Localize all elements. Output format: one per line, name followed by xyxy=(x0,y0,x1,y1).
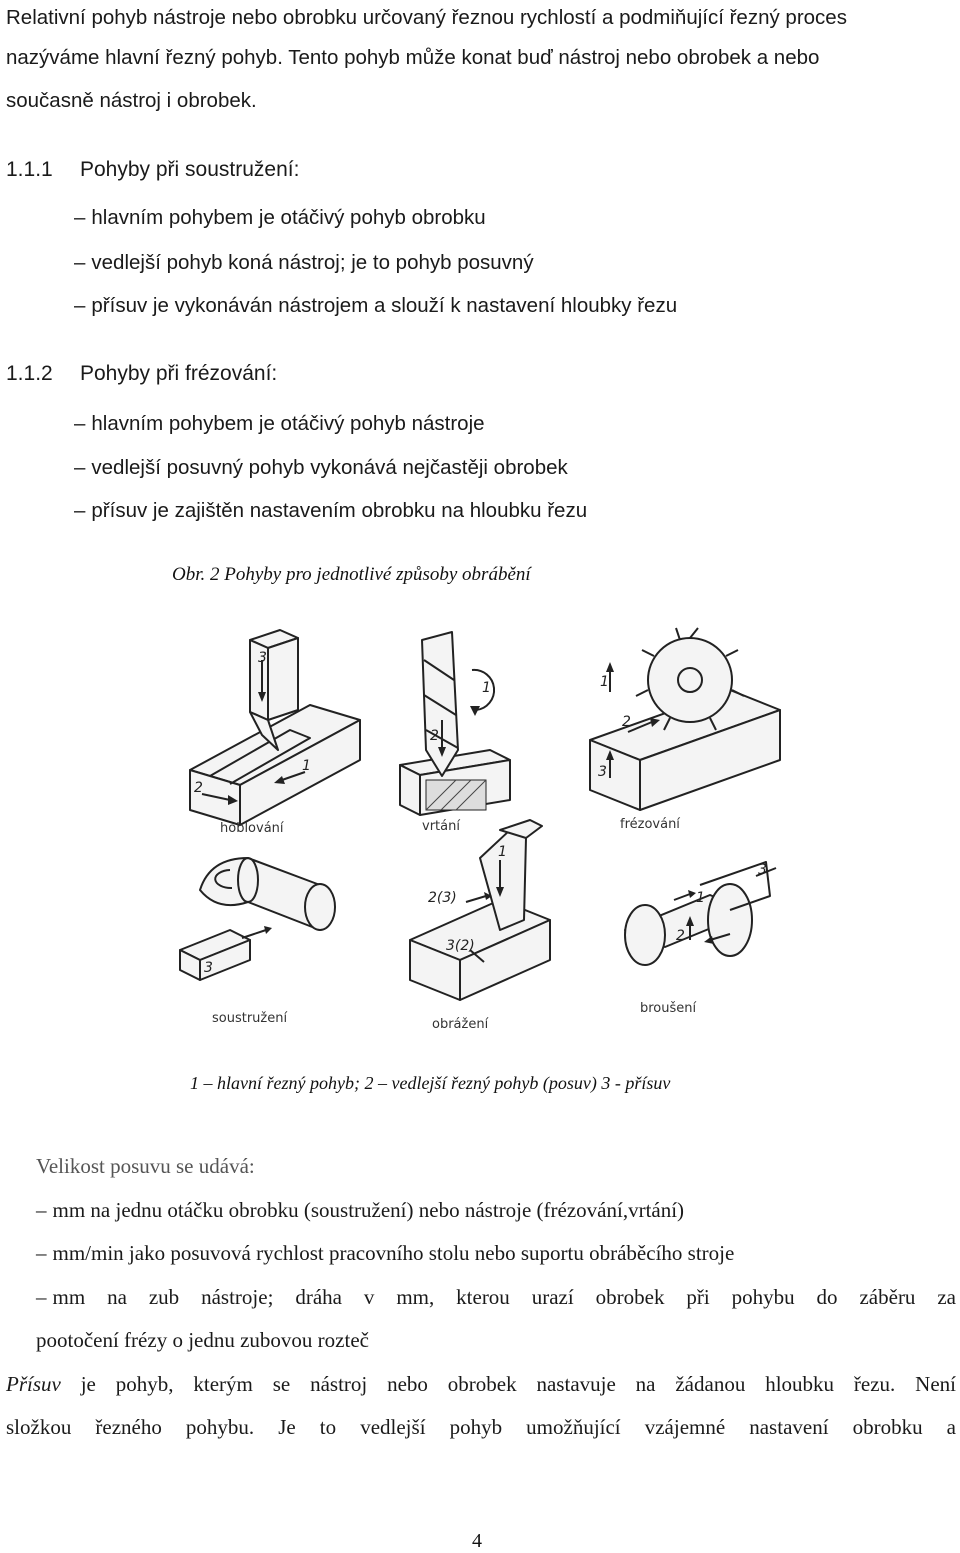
motion-number: 1 xyxy=(600,674,609,690)
motion-number: 1 xyxy=(696,890,705,906)
motion-number: 1 xyxy=(302,758,311,774)
intro-line-3: současně nástroj i obrobek. xyxy=(6,89,257,112)
machining-motions-figure xyxy=(170,600,790,1050)
motion-number: 3 xyxy=(758,862,767,878)
planing-sketch xyxy=(190,630,360,825)
list-item: – hlavním pohybem je otáčivý pohyb obrobku xyxy=(74,206,486,229)
motion-number: 1 xyxy=(482,680,491,696)
list-item: – vedlejší posuvný pohyb vykonává nejčastěji obrobek xyxy=(74,456,568,479)
section-heading-milling xyxy=(6,362,277,386)
motion-number: 2 xyxy=(676,928,685,944)
motion-number: 3 xyxy=(258,650,267,666)
section-title: Pohyby při frézování: xyxy=(80,362,278,385)
list-item: – mm na jednu otáčku obrobku (soustružení) nebo nástroje (frézování,vrtání) xyxy=(36,1198,685,1222)
page-number: 4 xyxy=(472,1530,482,1552)
prisuv-paragraph-line-1: Přísuv je pohyb, kterým se nástroj nebo obrobek nastavuje na žádanou hloubku řezu. Není xyxy=(6,1372,956,1396)
figure-legend: 1 – hlavní řezný pohyb; 2 – vedlejší řezný pohyb (posuv) 3 - přísuv xyxy=(190,1073,671,1093)
section-number: 1.1.1 xyxy=(6,158,53,181)
label-grinding: broušení xyxy=(640,1001,697,1016)
intro-line-2: nazýváme hlavní řezný pohyb. Tento pohyb může konat buď nástroj nebo obrobek a nebo xyxy=(6,46,820,69)
section-heading-turning xyxy=(6,158,299,182)
motion-number: 3 xyxy=(598,764,607,780)
list-item: – mm na zub nástroje; dráha v mm, kterou urazí obrobek při pohybu do záběru za xyxy=(36,1285,956,1309)
feed-heading: Velikost posuvu se udává: xyxy=(36,1154,255,1178)
label-turning: soustružení xyxy=(212,1011,288,1026)
motion-number: 3 xyxy=(204,960,213,976)
motion-number: 1 xyxy=(498,844,507,860)
list-item-continuation: pootočení frézy o jednu zubovou rozteč xyxy=(36,1328,369,1352)
list-item: – hlavním pohybem je otáčivý pohyb nástroje xyxy=(74,412,485,435)
prisuv-paragraph-line-2: složkou řezného pohybu. Je to vedlejší pohyb umožňující vzájemné nastavení obrobku a xyxy=(6,1415,956,1439)
motion-number: 2 xyxy=(194,780,203,796)
figure-caption: Obr. 2 Pohyby pro jednotlivé způsoby obrábění xyxy=(172,564,531,585)
label-planing: hoblování xyxy=(220,821,284,836)
motion-number: 2 xyxy=(430,728,439,744)
list-item: – vedlejší pohyb koná nástroj; je to pohyb posuvný xyxy=(74,251,534,274)
list-item: – přísuv je zajištěn nastavením obrobku na hloubku řezu xyxy=(74,499,588,522)
prisuv-term: Přísuv xyxy=(6,1372,61,1396)
label-drilling: vrtání xyxy=(422,819,460,834)
intro-line-1: Relativní pohyb nástroje nebo obrobku určovaný řeznou rychlostí a podmiňující řezný proces xyxy=(6,6,847,29)
label-milling: frézování xyxy=(620,817,680,832)
section-title: Pohyby při soustružení: xyxy=(80,158,300,181)
shaping-sketch xyxy=(410,820,550,1000)
motion-number: 2 xyxy=(622,714,631,730)
list-item: – mm/min jako posuvová rychlost pracovního stolu nebo suportu obráběcího stroje xyxy=(36,1241,735,1265)
grinding-sketch xyxy=(625,862,776,965)
milling-sketch xyxy=(590,628,780,810)
drilling-sketch xyxy=(400,632,510,815)
motion-number: 2(3) xyxy=(428,890,457,906)
motion-number: 3(2) xyxy=(446,938,475,954)
section-number: 1.1.2 xyxy=(6,362,53,385)
list-item: – přísuv je vykonáván nástrojem a slouží k nastavení hloubky řezu xyxy=(74,294,678,317)
label-shaping: obrážení xyxy=(432,1017,489,1032)
